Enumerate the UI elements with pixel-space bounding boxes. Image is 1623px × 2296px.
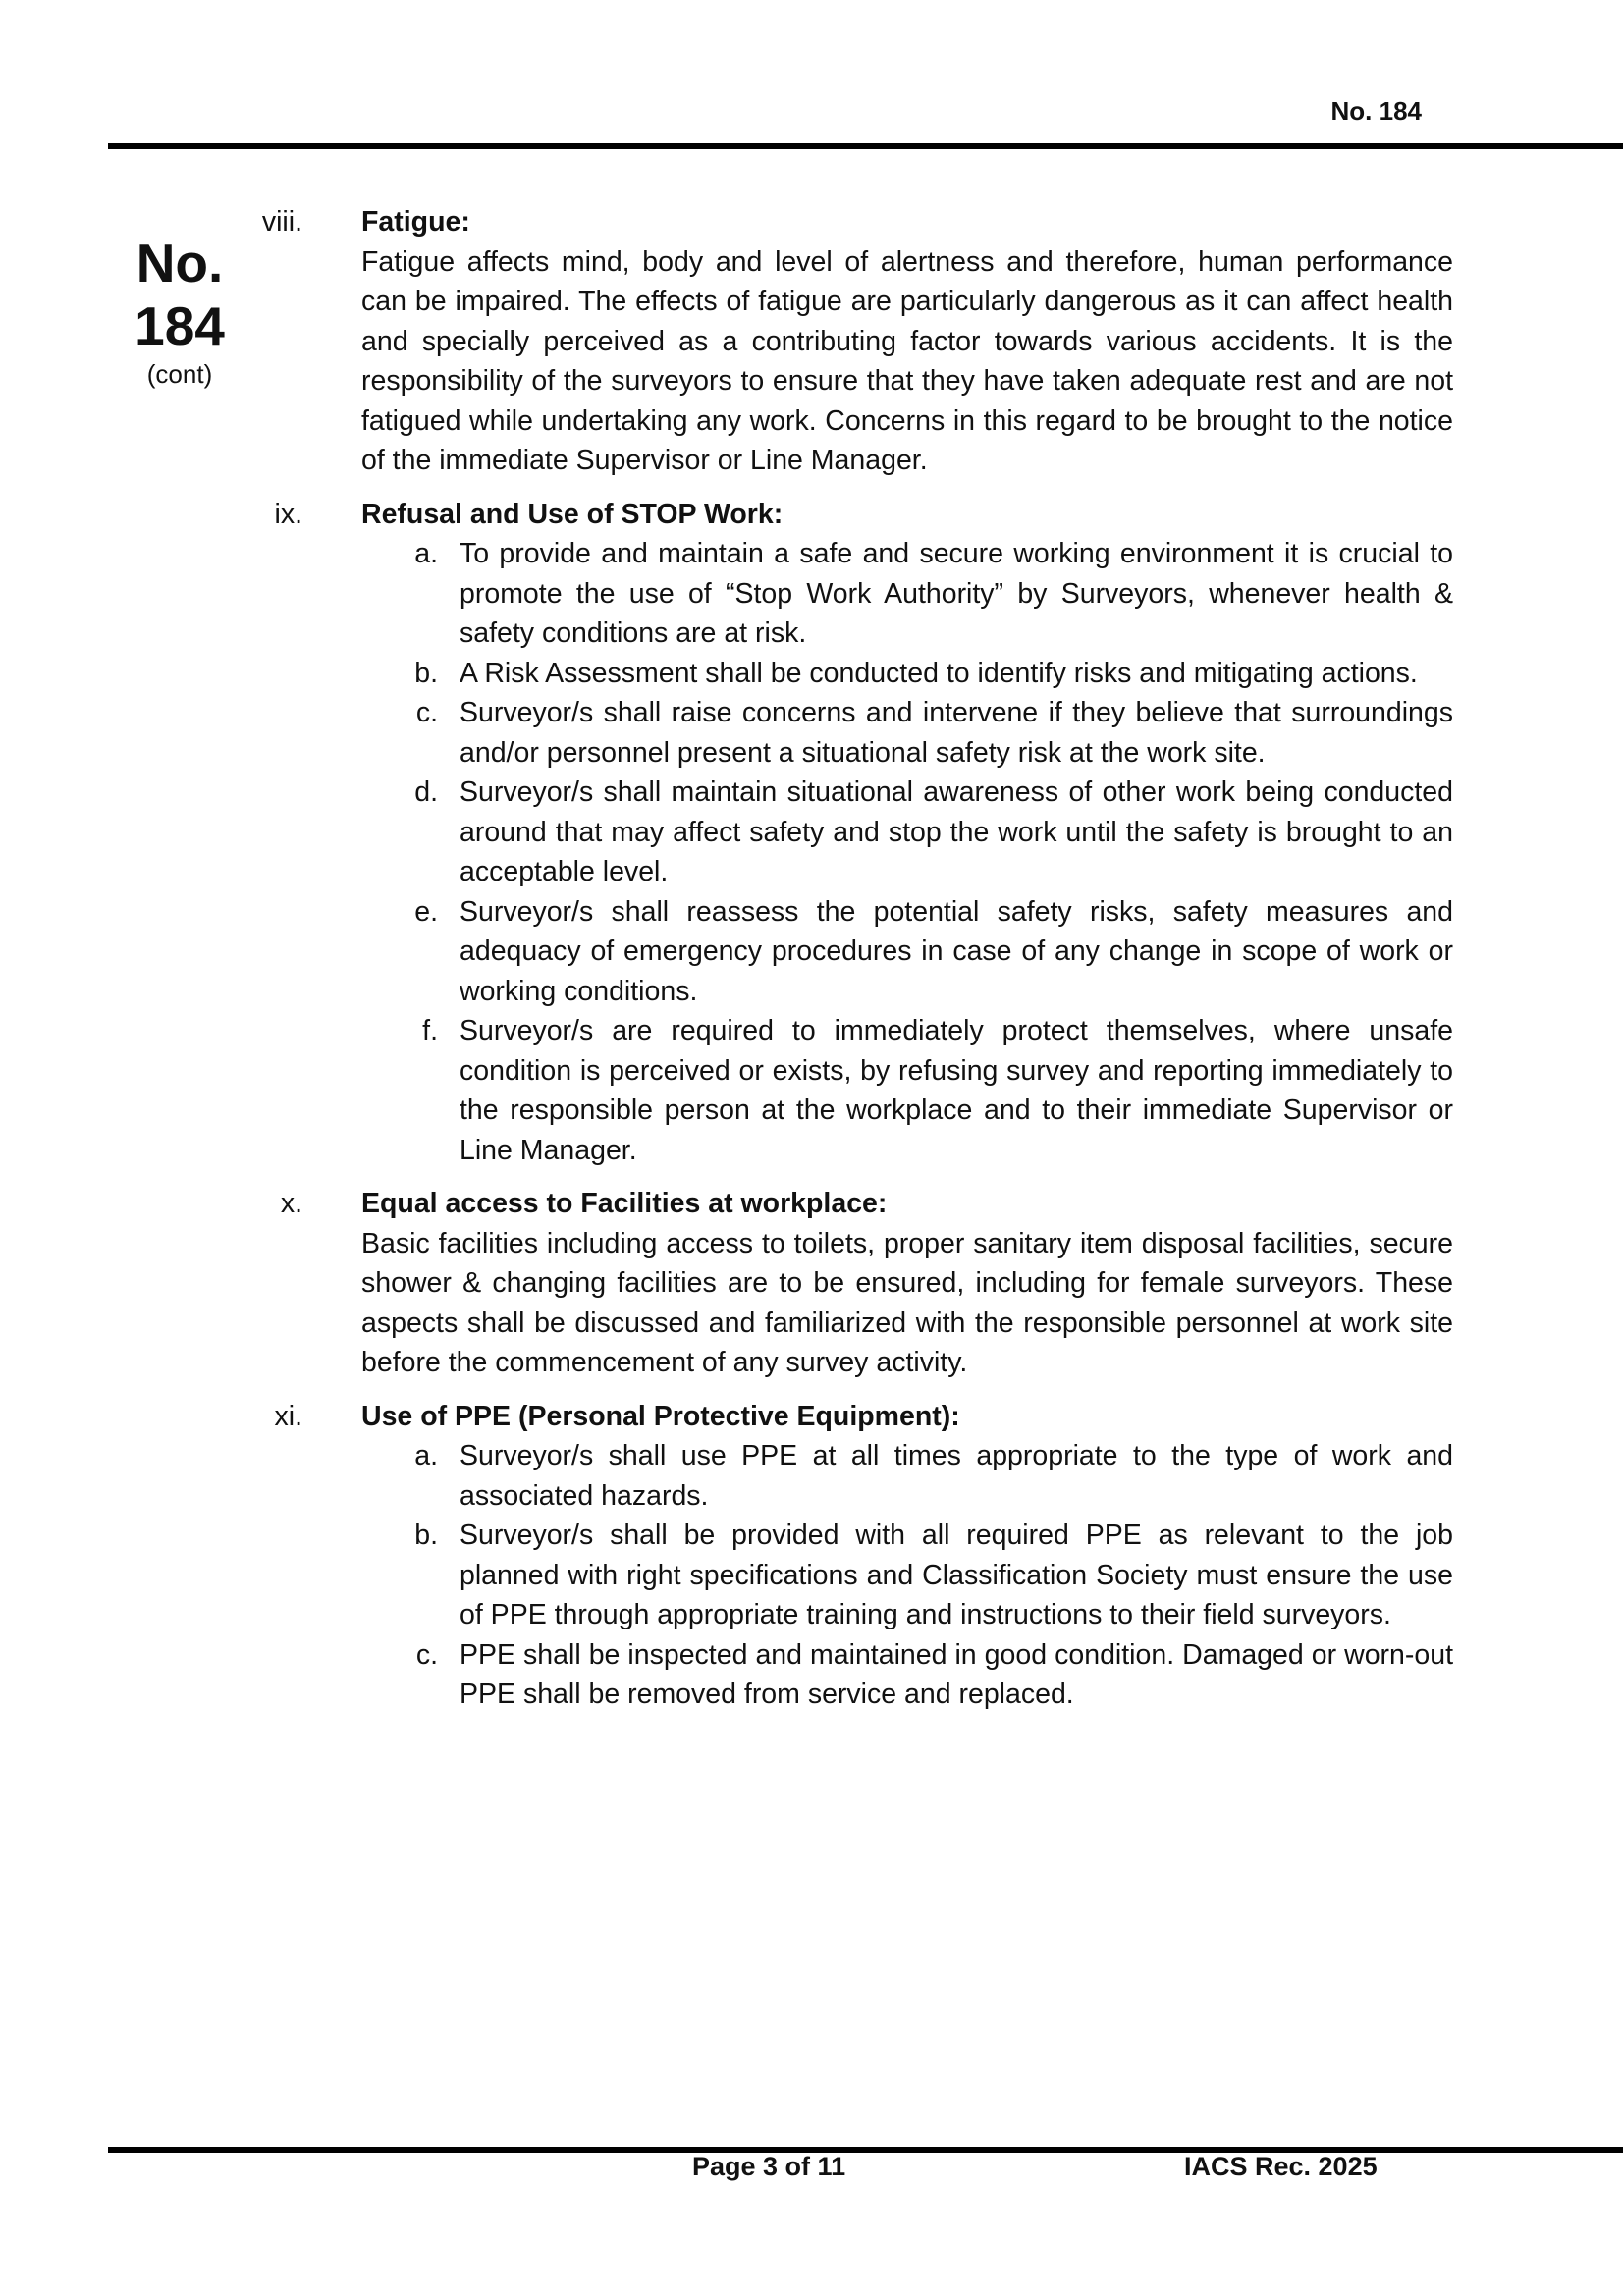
list-item-letter: a. [414, 1440, 438, 1471]
document-body [226, 202, 1453, 1729]
list-item-letter: b. [414, 1520, 438, 1551]
list-item-letter: d. [414, 776, 438, 808]
list-item [391, 534, 1453, 654]
section-ppe [226, 1397, 1453, 1715]
section-heading: Fatigue: [361, 206, 470, 238]
list-item-text: A Risk Assessment shall be conducted to identify risks and mitigating actions. [460, 657, 1418, 689]
header-document-number: No. 184 [1330, 96, 1422, 126]
list-item-text: To provide and maintain a safe and secure working environment it is crucial to promote the use of “Stop Work Authority” by Surveyors, whenever health & safety conditions are at risk. [460, 538, 1453, 649]
list-item-text: Surveyor/s shall use PPE at all times appropriate to the type of work and associated hazards. [460, 1440, 1453, 1512]
list-item-text: PPE shall be inspected and maintained in good condition. Damaged or worn-out PPE shall be removed from service and replaced. [460, 1638, 1453, 1710]
list-item-text: Surveyor/s shall be provided with all required PPE as relevant to the job planned with right specifications and Classification Society must ensure the use of PPE through appropriate training and instructions to their field surveyors. [460, 1520, 1453, 1630]
section-number: viii. [261, 206, 302, 238]
sidebar-no: No. [135, 233, 224, 294]
list-item-text: Surveyor/s are required to immediately protect themselves, where unsafe condition is perceived or exists, by refusing survey and reporting immediately to the responsible person at the workplace and to their immediate Supervisor or Line Manager. [460, 1015, 1453, 1166]
section-heading: Equal access to Facilities at workplace: [361, 1188, 888, 1219]
section-stop-work [226, 495, 1453, 1171]
section-facilities [226, 1184, 1453, 1383]
footer-rule [108, 2147, 1623, 2153]
list-item-letter: f. [422, 1015, 438, 1046]
section-number: ix. [274, 498, 302, 530]
sidebar-cont: (cont) [146, 359, 213, 389]
footer-rec-label: IACS Rec. 2025 [1184, 2152, 1378, 2181]
header-rule [108, 143, 1623, 149]
list-item [391, 1516, 1453, 1635]
list-item-letter: b. [414, 657, 438, 689]
section-heading: Use of PPE (Personal Protective Equipment): [361, 1400, 960, 1432]
list-item-letter: a. [414, 538, 438, 569]
list-item [391, 892, 1453, 1012]
list-item [391, 1635, 1453, 1715]
list-item [391, 654, 1453, 694]
list-item [391, 1011, 1453, 1170]
sidebar-number: 184 [135, 295, 225, 356]
section-paragraph: Basic facilities including access to toilets, proper sanitary item disposal facilities, secure shower & changing facilities are to be ensured, including for female surveyors. These aspects shall be discussed and familiarized with the responsible personnel at work site before the commencement of any survey activity. [361, 1227, 1453, 1378]
section-paragraph: Fatigue affects mind, body and level of alertness and therefore, human performance can be impaired. The effects of fatigue are particularly dangerous as it can affect health and specially perceived as a contributing factor towards various accidents. It is the responsibility of the surveyors to ensure that they have taken adequate rest and are not fatigued while undertaking any work. Concerns in this regard to be brought to the notice of the immediate Supervisor or Line Manager. [361, 245, 1453, 476]
list-item-text: Surveyor/s shall maintain situational awareness of other work being conducted around that may affect safety and stop the work until the safety is brought to an acceptable level. [460, 776, 1453, 887]
section-number: xi. [274, 1400, 302, 1432]
list-item-text: Surveyor/s shall reassess the potential safety risks, safety measures and adequacy of emergency procedures in case of any change in scope of work or working conditions. [460, 895, 1453, 1007]
sidebar-document-label [116, 232, 243, 389]
list-item-letter: c. [415, 1638, 438, 1671]
section-fatigue [226, 202, 1453, 481]
section-number: x. [280, 1188, 302, 1219]
list-item [391, 1436, 1453, 1516]
list-item [391, 773, 1453, 892]
section-heading: Refusal and Use of STOP Work: [361, 498, 784, 530]
list-item [391, 693, 1453, 773]
list-item-text: Surveyor/s shall raise concerns and intervene if they believe that surroundings and/or personnel present a situational safety risk at the work site. [460, 697, 1453, 769]
footer-page-number: Page 3 of 11 [692, 2152, 846, 2181]
list-item-letter: e. [414, 895, 438, 928]
list-item-letter: c. [415, 697, 438, 728]
